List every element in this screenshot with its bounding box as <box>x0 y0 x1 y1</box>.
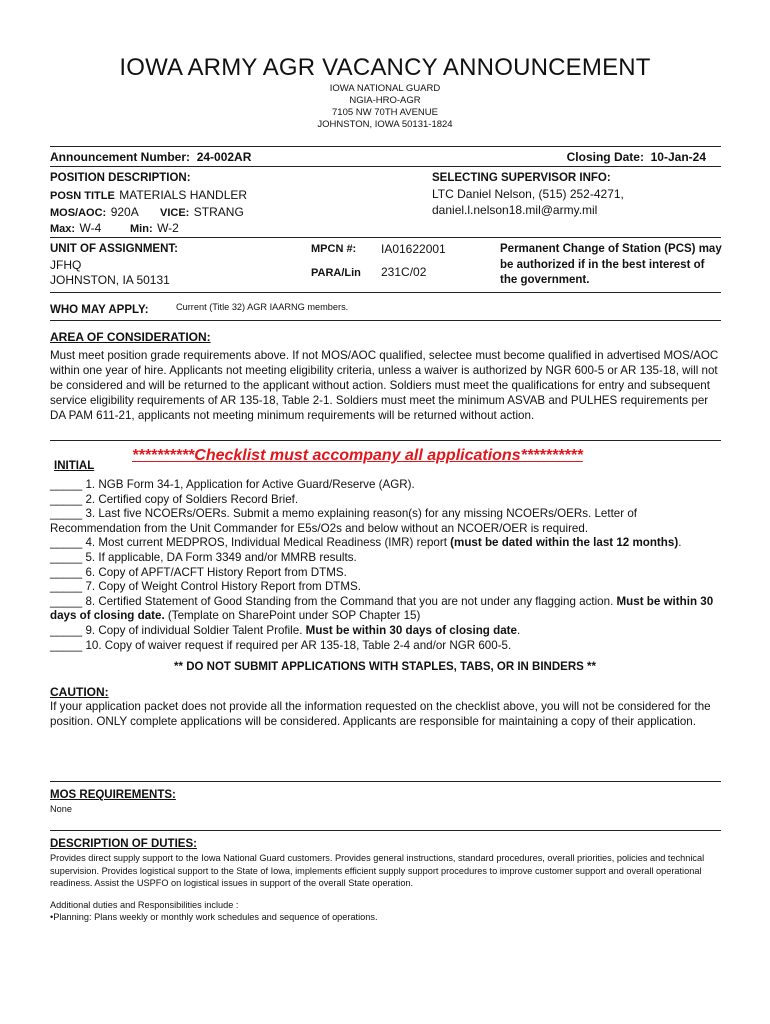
supervisor-contact: LTC Daniel Nelson, (515) 252-4271, <box>432 187 624 201</box>
duties-bullet: •Planning: Plans weekly or monthly work schedules and sequence of operations. <box>50 912 378 922</box>
vice-value: STRANG <box>193 205 244 219</box>
pcs-note: Permanent Change of Station (PCS) may be authorized if in the best interest of the government. <box>500 243 722 286</box>
posn-title <box>50 186 247 204</box>
announcement-number-label: Announcement Number: <box>50 150 191 164</box>
unit-line-1: JFHQ <box>50 258 82 272</box>
closing-date-label: Closing Date: <box>566 150 644 164</box>
divider <box>50 781 721 782</box>
checklist-item: _____ 8. Certified Statement of Good Standing from the Command that you are not under any flagging action. Must be within 30 days of closing date. (Template on SharePoint under SOP Chapter 15) <box>50 594 714 623</box>
para-label: PARA/Lin <box>311 267 361 279</box>
divider <box>50 320 721 321</box>
vice-label: VICE: <box>160 207 190 219</box>
min-label: Min: <box>130 223 153 235</box>
mos-requirements-text: None <box>50 804 72 814</box>
closing-date <box>567 150 706 164</box>
max-label: Max: <box>50 223 76 235</box>
divider <box>50 440 721 441</box>
divider <box>50 166 721 167</box>
checklist-item: _____ 5. If applicable, DA Form 3349 and/or MMRB results. <box>50 550 357 564</box>
address-line-1: IOWA NATIONAL GUARD <box>329 83 441 94</box>
caution-text: If your application packet does not provide all the information requested on the checklist above, you will not be considered for the position. ONLY complete applications will be considered. Applicants are responsible for maintaining a copy of their application. <box>50 700 711 728</box>
area-text: Must meet position grade requirements above. If not MOS/AOC qualified, selectee must become qualified in advertised MOS/AOC within one year of hire. Applicants not meeting eligibility criteria, unless a waiver is authorized by NGR 600-5 or AR 135-18, will not be considered and will be returned to the applicant without action. Soldiers must meet the qualifications for entry and subsequent service eligibility requirements of AR 135-18, Table 2-1. Soldiers must meet the minimum ASVAB and PULHES requirements per DA PAM 611-21, applicants not meeting minimum requirements will be returned without action. <box>50 349 719 422</box>
mpcn-value: IA01622001 <box>381 242 446 256</box>
divider <box>50 237 721 238</box>
checklist-item: _____ 2. Certified copy of Soldiers Record Brief. <box>50 492 299 506</box>
checklist <box>50 478 722 653</box>
who-may-apply-label: WHO MAY APPLY: <box>50 304 149 316</box>
mpcn-label: MPCN #: <box>311 243 357 255</box>
max-value: W-4 <box>79 221 102 235</box>
duties-text: Provides direct supply support to the Iowa National Guard customers. Provides general instructions, standard procedures, overall priorities, policies and technical supervision. Provides logistical support to the State of Iowa, implements efficient supply support procedures to improve customer support and overall operational readiness. Assist the USPFO on logistical issues in support of the overall State operation. <box>50 853 705 888</box>
checklist-item: _____ 7. Copy of Weight Control History Report from DTMS. <box>50 580 362 594</box>
checklist-item: _____ 9. Copy of individual Soldier Talent Profile. Must be within 30 days of closing date. <box>50 623 521 637</box>
checklist-item: _____ 1. NGB Form 34-1, Application for Active Guard/Reserve (AGR). <box>50 478 415 491</box>
divider <box>50 146 721 147</box>
mos-label: MOS/AOC: <box>50 207 107 219</box>
para-value: 231C/02 <box>381 265 427 279</box>
area-heading: AREA OF CONSIDERATION: <box>50 330 211 344</box>
posn-title-value: MATERIALS HANDLER <box>119 188 248 202</box>
position-description-heading: POSITION DESCRIPTION: <box>50 172 191 184</box>
checklist-banner: **********Checklist must accompany all applications********** <box>132 447 583 464</box>
address-line-3: 7105 NW 70TH AVENUE <box>332 107 438 118</box>
divider <box>50 292 721 293</box>
posn-title-label: POSN TITLE <box>50 190 115 202</box>
initial-label: INITIAL <box>54 460 95 472</box>
checklist-item: _____ 3. Last five NCOERs/OERs. Submit a memo explaining reason(s) for any missing NCOERs/OERs. Letter of Recommendation from the Unit Commander for E5s/O2s and below without an NCOER/OER is required. <box>50 507 637 535</box>
duties-additional-heading: Additional duties and Responsibilities include : <box>50 900 239 910</box>
staples-note: ** DO NOT SUBMIT APPLICATIONS WITH STAPLES, TABS, OR IN BINDERS ** <box>174 661 596 673</box>
address-line-2: NGIA-HRO-AGR <box>349 95 421 106</box>
closing-date-value: 10-Jan-24 <box>650 150 706 164</box>
supervisor-heading: SELECTING SUPERVISOR INFO: <box>432 172 611 184</box>
max-grade <box>50 219 101 237</box>
who-may-apply-value: Current (Title 32) AGR IAARNG members. <box>176 302 349 312</box>
caution-heading: CAUTION: <box>50 685 109 699</box>
unit-heading: UNIT OF ASSIGNMENT: <box>50 243 178 255</box>
min-value: W-2 <box>157 221 179 235</box>
supervisor-email[interactable]: daniel.l.nelson18.mil@army.mil <box>432 203 598 217</box>
announcement-number <box>50 150 251 164</box>
duties-heading: DESCRIPTION OF DUTIES: <box>50 838 197 850</box>
checklist-item: _____ 4. Most current MEDPROS, Individual Medical Readiness (IMR) report (must be dated within the last 12 months). <box>50 536 682 550</box>
checklist-item: _____ 6. Copy of APFT/ACFT History Report from DTMS. <box>50 565 347 579</box>
min-grade <box>130 219 179 237</box>
page-title: IOWA ARMY AGR VACANCY ANNOUNCEMENT <box>119 54 651 81</box>
announcement-number-value: 24-002AR <box>196 150 252 164</box>
unit-line-2: JOHNSTON, IA 50131 <box>50 273 170 287</box>
mos-value: 920A <box>110 205 139 219</box>
mos-requirements-heading: MOS REQUIREMENTS: <box>50 789 176 801</box>
checklist-item: _____ 10. Copy of waiver request if required per AR 135-18, Table 2-4 and/or NGR 600-5. <box>50 638 512 652</box>
divider <box>50 830 721 831</box>
address-line-4: JOHNSTON, IOWA 50131-1824 <box>317 119 453 130</box>
